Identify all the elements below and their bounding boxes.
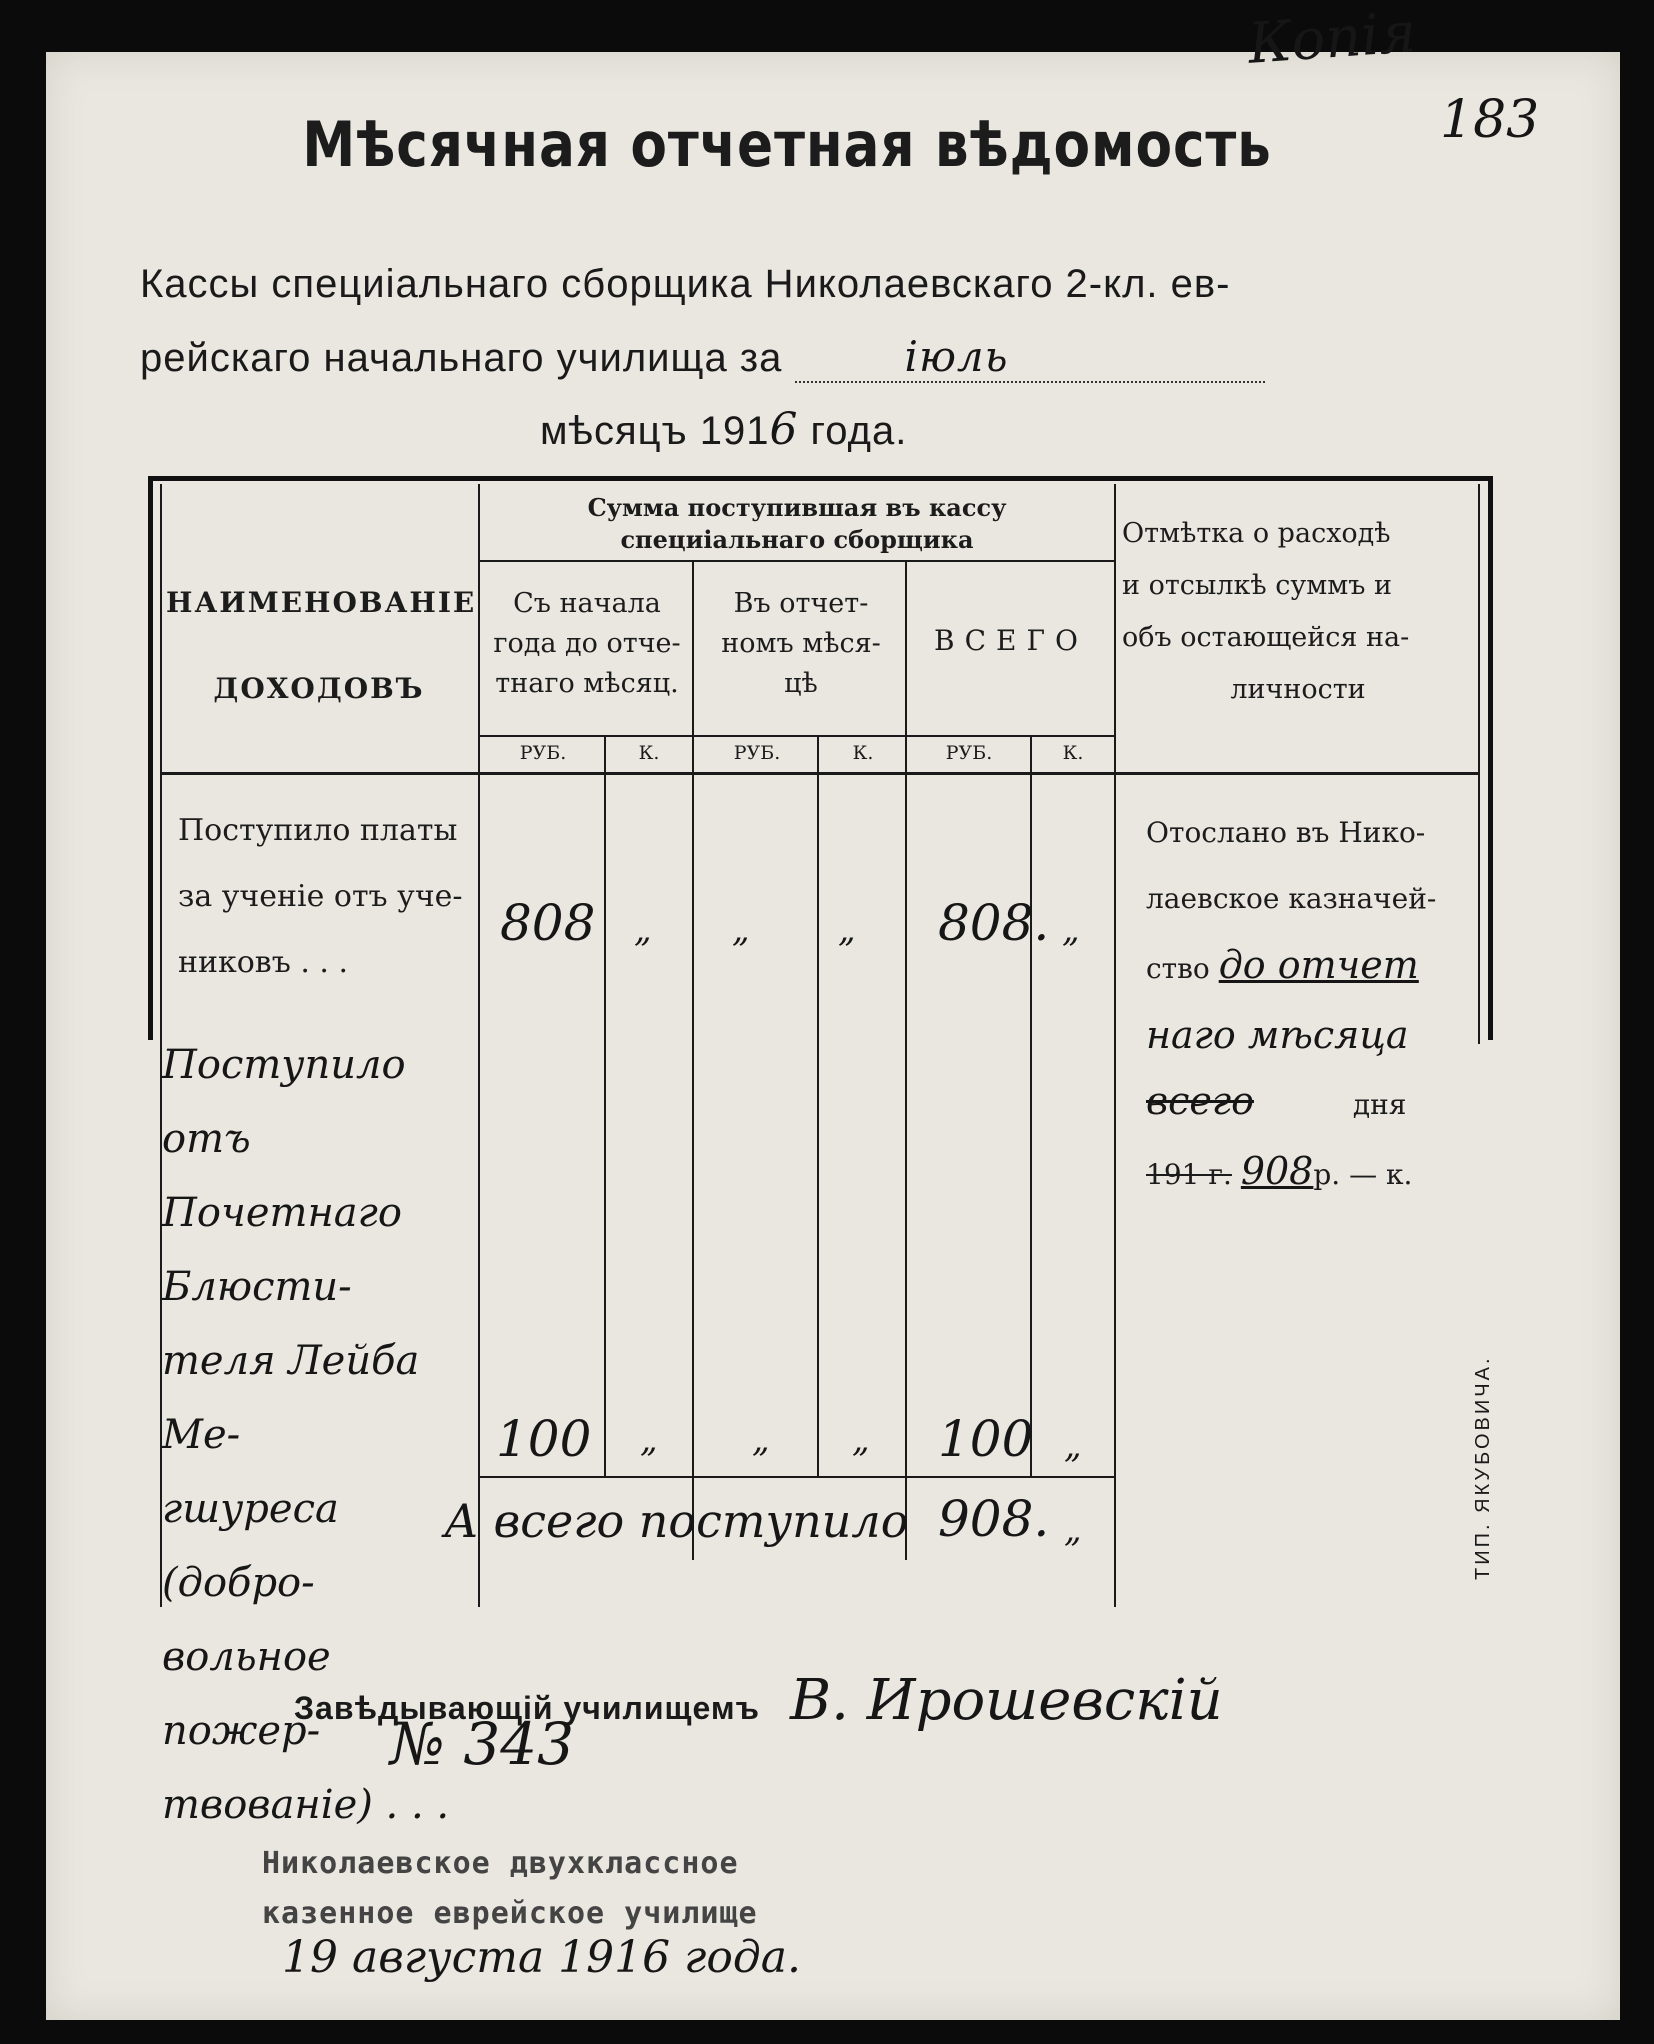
- col-divider-2: [692, 560, 694, 1560]
- reporting-month-header-line-2: номъ мѣся-: [721, 628, 881, 659]
- remark-line-6: [1146, 1138, 1476, 1208]
- row1-since-start-rub: 808: [500, 894, 596, 952]
- row2-month-rub: „: [752, 1420, 770, 1460]
- since-start-header: [482, 584, 692, 704]
- remark-line-5: [1146, 1068, 1476, 1138]
- subtitle-line-2: [140, 332, 1265, 383]
- kop-divider-1: [604, 735, 606, 1477]
- remark-line-3-hand: до отчет: [1218, 943, 1419, 987]
- remark-line-4: наго мѣсяца: [1146, 1013, 1409, 1057]
- table-right-border: [1488, 476, 1493, 1040]
- sheet-number: 183: [1440, 90, 1540, 150]
- row1-label-line-3: никовъ . . .: [178, 945, 348, 980]
- stamp-line-2: казенное еврейское училище: [262, 1896, 758, 1931]
- remark-line-5-print: дня: [1352, 1088, 1407, 1121]
- subtitle-line-3: [540, 404, 907, 455]
- unit-rub-3: РУБ.: [945, 742, 993, 764]
- row2-label-line-3: теля Лейба Ме-: [162, 1338, 420, 1458]
- row2-label-line-5: вольное пожер-: [162, 1634, 331, 1754]
- row2-since-start-kop: „: [640, 1420, 658, 1460]
- col-divider-3: [905, 560, 907, 1560]
- row1-label-line-2: за ученіе отъ уче-: [178, 879, 463, 914]
- unit-kop-1: К.: [638, 742, 660, 764]
- subtitle-line-2-text: рейскаго начальнаго училища за: [140, 336, 783, 380]
- header-bottom-rule: [160, 772, 1480, 775]
- remark-header-line-2: и отсылкѣ суммъ и: [1122, 570, 1393, 601]
- since-start-header-line-3: тнаго мѣсяц.: [495, 668, 679, 699]
- reporting-month-header: [696, 584, 906, 704]
- unit-kop-3: К.: [1062, 742, 1084, 764]
- row1-month-kop: „: [838, 910, 856, 950]
- printer-mark: ТИП. ЯКУБОВИЧА.: [1472, 1355, 1494, 1580]
- row1-label-line-1: Поступило платы: [178, 813, 458, 848]
- signature-label: Завѣдывающій училищемъ: [294, 1690, 760, 1726]
- reporting-month-header-line-1: Въ отчет-: [733, 588, 869, 619]
- since-start-header-line-2: года до отче-: [493, 628, 681, 659]
- since-start-header-line-1: Съ начала: [513, 588, 661, 619]
- total-header: ВСЕГО: [934, 624, 1088, 657]
- row2-total-kop: „: [1064, 1426, 1082, 1466]
- income-name-header-line-2: ДОХОДОВЪ: [213, 672, 425, 705]
- income-name-header-line-1: НАИМЕНОВАНІЕ: [166, 586, 477, 619]
- unit-kop-2: К.: [852, 742, 874, 764]
- amount-group-header-line-1: Сумма поступившая въ кассу: [587, 493, 1007, 522]
- grand-total-rub: 908.: [938, 1490, 1050, 1548]
- remark-line-6-hand: 908: [1240, 1149, 1314, 1193]
- reporting-month-header-line-3: цѣ: [784, 668, 818, 699]
- copy-note: Копія: [1245, 0, 1419, 77]
- row2-label-line-2: Почетнаго Блюсти-: [162, 1190, 402, 1310]
- remark-header-line-4: личности: [1230, 674, 1366, 705]
- remark-header-line-1: Отмѣтка о расходѣ: [1122, 518, 1391, 549]
- row2-total-rub: 100: [938, 1410, 1034, 1468]
- month-handwritten: іюль: [904, 332, 1009, 381]
- remark-cell: [1146, 800, 1476, 1208]
- remark-header-line-3: объ остающейся на-: [1122, 622, 1410, 653]
- kop-divider-2: [817, 735, 819, 1477]
- month-field: [795, 332, 1265, 383]
- row2-label-line-6: твованіе) . . .: [162, 1782, 450, 1828]
- row1-total-kop: „: [1062, 910, 1080, 950]
- registration-number: № 343: [390, 1710, 575, 1778]
- table-inner-right: [1478, 484, 1480, 1044]
- table-top-border: [148, 476, 1492, 481]
- remark-line-3-print: ство: [1146, 952, 1210, 985]
- income-name-header: [166, 560, 477, 732]
- unit-rub-2: РУБ.: [733, 742, 781, 764]
- remark-line-6-print-b: р. — к.: [1313, 1158, 1413, 1191]
- remark-header: [1122, 508, 1474, 716]
- remark-line-3: [1146, 932, 1476, 1002]
- stamp-date: 19 августа 1916 года.: [282, 1932, 801, 1983]
- col-divider-4: [1114, 484, 1116, 1607]
- row1-month-rub: „: [732, 910, 750, 950]
- grand-total-label: А всего поступило: [444, 1494, 909, 1548]
- year-digit-handwritten: 6: [769, 404, 799, 455]
- grand-total-kop: „: [1064, 1510, 1082, 1550]
- unit-rub-1: РУБ.: [519, 742, 567, 764]
- year-prefix: мѣсяцъ 191: [540, 409, 770, 453]
- row1-total-rub: 808.: [938, 894, 1050, 952]
- stamp-line-1: Николаевское двухклассное: [262, 1846, 739, 1881]
- signature-name: В. Ирошевскій: [790, 1668, 1223, 1733]
- unit-row-rule: [478, 735, 1114, 737]
- amount-group-header-line-2: специіальнаго сборщика: [620, 525, 974, 554]
- col-divider-1: [478, 484, 480, 1607]
- row1-label: [178, 798, 468, 996]
- year-suffix: года.: [798, 409, 908, 453]
- row2-since-start-rub: 100: [496, 1410, 592, 1468]
- remark-line-1: Отослано въ Нико-: [1146, 816, 1426, 849]
- table-left-border: [148, 476, 153, 1040]
- remark-line-5-hand: всего: [1146, 1079, 1254, 1123]
- amount-group-header: [484, 492, 1110, 556]
- kop-divider-3: [1030, 735, 1032, 1477]
- row2-label-line-4: гшуреса (добро-: [162, 1486, 339, 1606]
- total-rule: [478, 1476, 1114, 1478]
- remark-line-6-print-a: 191 г.: [1146, 1158, 1232, 1191]
- subtitle-line-1: Кассы специіальнаго сборщика Николаевскаго 2-кл. ев-: [140, 262, 1231, 306]
- group-header-rule: [478, 560, 1114, 562]
- row2-label-line-1: Поступило отъ: [162, 1042, 406, 1162]
- remark-line-2: лаевское казначей-: [1146, 882, 1437, 915]
- document-title: Мѣсячная отчетная вѣдомость: [302, 108, 1272, 181]
- row2-month-kop: „: [852, 1420, 870, 1460]
- row1-since-start-kop: „: [634, 910, 652, 950]
